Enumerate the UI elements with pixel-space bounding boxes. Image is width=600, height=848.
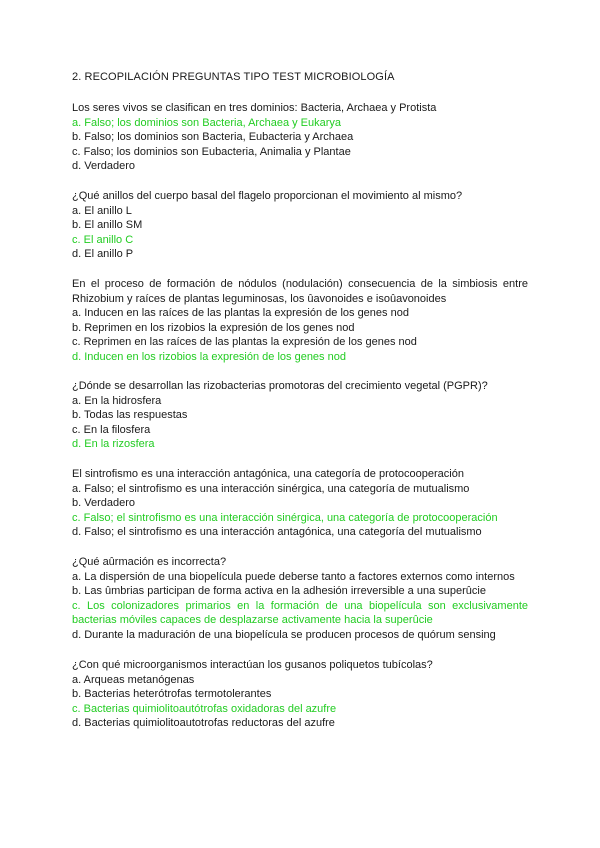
- option-b: b. Reprimen en los rizobios la expresión de los genes nod: [72, 321, 355, 334]
- option-d: d. Bacterias quimiolitoautotrofas reductoras del azufre: [72, 717, 335, 730]
- option-b: b. El anillo SM: [72, 219, 143, 232]
- option-c: c. Bacterias quimiolitoautótrofas oxidadoras del azufre: [72, 702, 337, 715]
- question-text: ¿Qué aûrmación es incorrecta?: [72, 556, 227, 568]
- option-c: c. Falso; el sintrofismo es una interacción sinérgica, una categoría de protocooperación: [72, 511, 498, 524]
- option-b: b. Verdadero: [72, 497, 135, 510]
- question-text: El sintrofismo es una interacción antagónica, una categoría de protocooperación: [72, 468, 464, 480]
- option-c: c. Los colonizadores primarios en la formación de una biopelícula son exclusivamente bacterias móviles capaces de desplazarse activamente hacia la superûcie: [72, 599, 528, 627]
- option-b: b. Todas las respuestas: [72, 409, 188, 422]
- option-b: b. Las ûmbrias participan de forma activa en la adhesión irreversible a una superûcie: [72, 585, 486, 598]
- option-d: d. En la rizosfera: [72, 438, 155, 451]
- question-block: [72, 467, 528, 540]
- option-b: b. Bacterias heterótrofas termotolerantes: [72, 688, 272, 701]
- option-c: c. Falso; los dominios son Eubacteria, Animalia y Plantae: [72, 145, 351, 158]
- question-block: [72, 101, 528, 174]
- question-text: En el proceso de formación de nódulos (nodulación) consecuencia de la simbiosis entre Rhizobium y raíces de plantas leguminosas, los ûavonoides e isoûavonoides: [72, 278, 528, 305]
- question-block: [72, 658, 528, 731]
- question-text: ¿Con qué microorganismos interactúan los gusanos poliquetos tubícolas?: [72, 659, 433, 671]
- question-block: [72, 379, 528, 452]
- option-a: a. Inducen en las raíces de las plantas la expresión de los genes nod: [72, 307, 409, 320]
- page-title: 2. RECOPILACIÓN PREGUNTAS TIPO TEST MICROBIOLOGÍA: [72, 71, 395, 83]
- question-text: ¿Qué anillos del cuerpo basal del flagelo proporcionan el movimiento al mismo?: [72, 190, 463, 202]
- question-text: ¿Dónde se desarrollan las rizobacterias promotoras del crecimiento vegetal (PGPR)?: [72, 380, 488, 392]
- option-a: a. El anillo L: [72, 204, 132, 217]
- option-d: d. Inducen en los rizobios la expresión de los genes nod: [72, 350, 346, 363]
- option-a: a. Falso; los dominios son Bacteria, Archaea y Eukarya: [72, 116, 342, 129]
- question-block: [72, 555, 528, 643]
- option-d: d. Verdadero: [72, 160, 135, 173]
- option-d: d. Falso; el sintrofismo es una interacción antagónica, una categoría del mutualismo: [72, 526, 482, 539]
- option-d: d. El anillo P: [72, 248, 134, 261]
- option-c: c. El anillo C: [72, 233, 134, 246]
- option-a: a. En la hidrosfera: [72, 394, 162, 407]
- question-text: Los seres vivos se clasifican en tres dominios: Bacteria, Archaea y Protista: [72, 102, 437, 114]
- option-a: a. Falso; el sintrofismo es una interacción sinérgica, una categoría de mutualismo: [72, 482, 470, 495]
- option-a: a. La dispersión de una biopelícula puede deberse tanto a factores externos como internos: [72, 570, 515, 583]
- question-block: [72, 189, 528, 262]
- option-c: c. En la filosfera: [72, 423, 151, 436]
- option-b: b. Falso; los dominios son Bacteria, Eubacteria y Archaea: [72, 131, 354, 144]
- option-a: a. Arqueas metanógenas: [72, 673, 195, 686]
- option-d: d. Durante la maduración de una biopelícula se producen procesos de quórum sensing: [72, 628, 496, 641]
- question-block: [72, 277, 528, 365]
- option-c: c. Reprimen en las raíces de las plantas la expresión de los genes nod: [72, 336, 417, 349]
